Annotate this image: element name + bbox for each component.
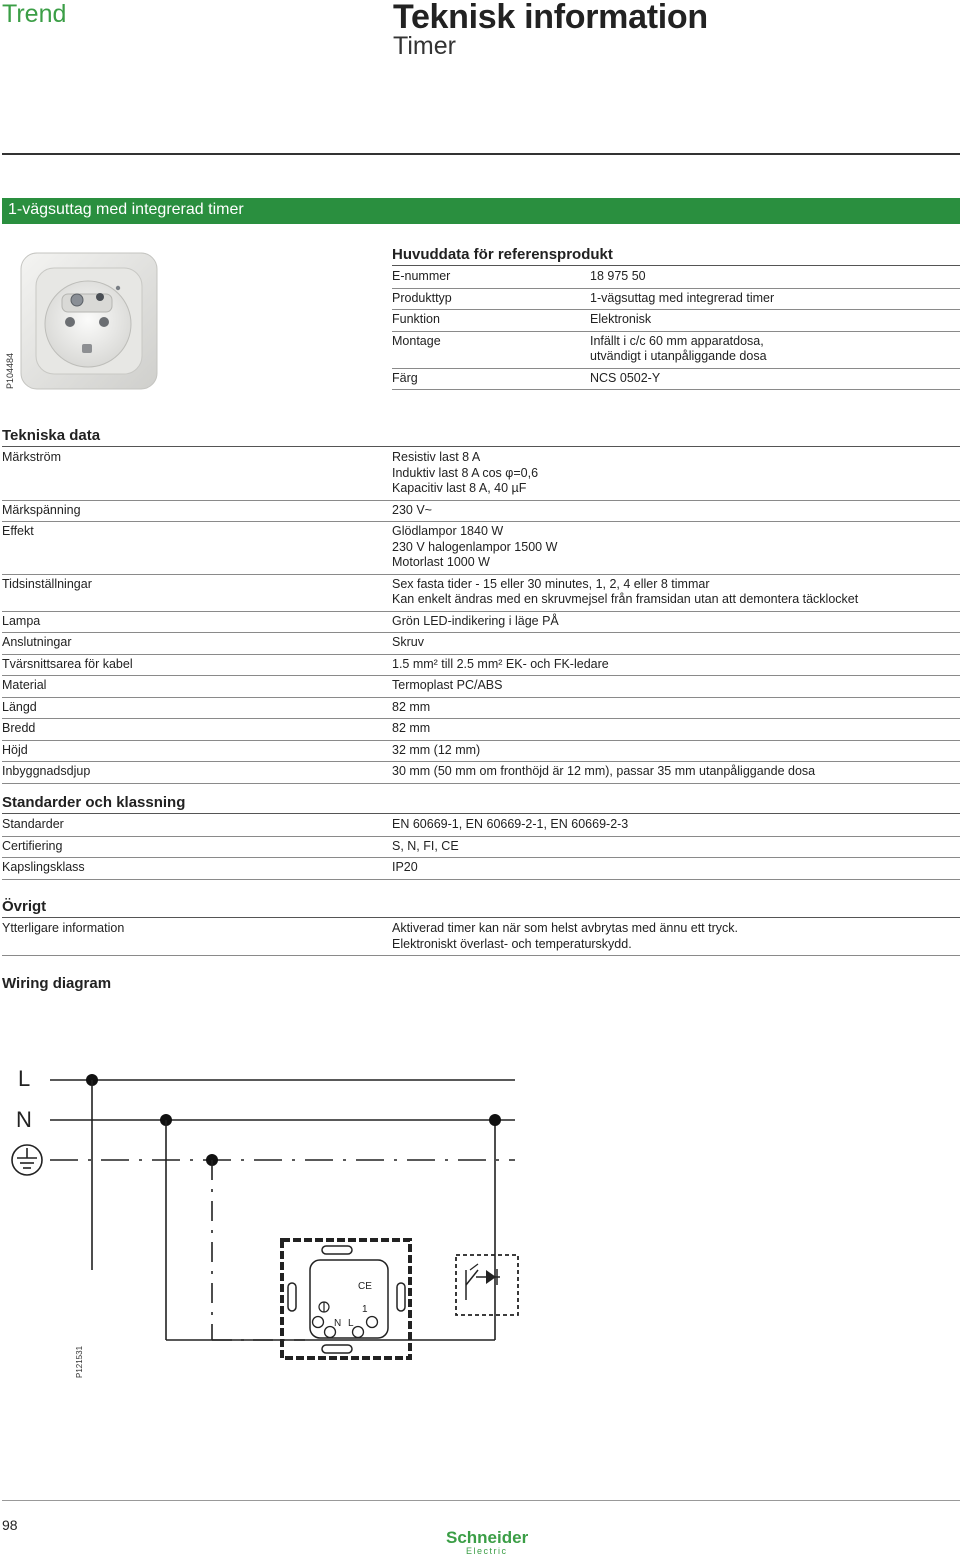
page-subtitle: Timer [393, 32, 456, 60]
row-value: Termoplast PC/ABS [392, 678, 503, 692]
header-divider [2, 153, 960, 155]
page-number: 98 [2, 1517, 18, 1533]
row-label: E-nummer [392, 269, 451, 283]
row-divider [2, 611, 960, 612]
row-label: Tidsinställningar [2, 576, 92, 591]
photo-code: P104484 [5, 352, 15, 389]
row-value: Sex fasta tider - 15 eller 30 minutes, 1, 2, 4 eller 8 timmar [392, 576, 710, 591]
row-value: EN 60669-1, EN 60669-2-1, EN 60669-2-3 [392, 817, 629, 831]
row-divider [2, 879, 960, 880]
reference-heading-rule [392, 265, 960, 266]
row-label: Märkspänning [2, 502, 81, 517]
row-divider [2, 836, 960, 837]
schneider-logo [446, 1528, 536, 1556]
wiring-label-l: L [18, 1066, 31, 1091]
terminal-n-label: N [334, 1318, 342, 1329]
other-heading: Övrigt [2, 898, 47, 915]
row-label: Märkström [2, 450, 62, 464]
row-value: Skruv [392, 635, 424, 649]
wiring-label-n: N [16, 1107, 32, 1132]
row-divider [2, 654, 960, 655]
row-value: 1.5 mm² till 2.5 mm² EK- och FK-ledare [392, 656, 609, 671]
row-value: 82 mm [392, 721, 431, 735]
product-band-title: 1-vägsuttag med integrerad timer [8, 201, 244, 218]
row-divider [2, 500, 960, 501]
row-divider [392, 389, 960, 390]
svg-text:Electric: Electric [466, 1546, 508, 1556]
row-divider [2, 783, 960, 784]
standards-heading-rule [2, 813, 960, 814]
standards-heading: Standarder och klassning [2, 794, 186, 811]
row-divider [2, 761, 960, 762]
row-value: 18 975 50 [590, 269, 646, 283]
row-value: utvändigt i utanpåliggande dosa [590, 349, 767, 363]
technical-heading-rule [2, 446, 960, 447]
row-label: Inbyggnadsdjup [2, 764, 91, 778]
row-value: S, N, FI, CE [392, 838, 459, 853]
footer-divider [2, 1500, 960, 1501]
row-label: Längd [2, 699, 37, 714]
row-value: Elektroniskt överlast- och temperaturskydd. [392, 936, 632, 951]
terminal-1-label: 1 [362, 1304, 368, 1315]
row-label: Färg [392, 370, 418, 385]
row-value: IP20 [392, 860, 418, 874]
row-label: Certifiering [2, 838, 63, 853]
row-label: Material [2, 678, 47, 692]
row-value: 82 mm [392, 699, 431, 714]
row-divider [2, 675, 960, 676]
row-value: Kapacitiv last 8 A, 40 µF [392, 481, 527, 495]
product-band [2, 198, 960, 224]
neutral-junction-right [489, 1114, 501, 1126]
row-label: Effekt [2, 524, 34, 538]
row-divider [2, 632, 960, 633]
row-divider [392, 368, 960, 369]
row-value: Kan enkelt ändras med en skruvmejsel från framsidan utan att demontera täcklocket [392, 592, 859, 606]
row-divider [2, 521, 960, 522]
timer-switch-symbol [456, 1255, 518, 1315]
row-value: Elektronisk [590, 312, 652, 326]
row-value: 230 V halogenlampor 1500 W [392, 539, 558, 554]
row-label: Montage [392, 333, 441, 348]
row-value: Induktiv last 8 A cos φ=0,6 [392, 465, 539, 480]
page-title: Teknisk information [393, 0, 708, 36]
row-divider [2, 857, 960, 858]
row-value: Resistiv last 8 A [392, 450, 481, 464]
row-value: Grön LED-indikering i läge PÅ [392, 613, 559, 628]
diagram-code: P121531 [75, 1345, 84, 1378]
row-label: Kapslingsklass [2, 860, 85, 874]
row-label: Höjd [2, 742, 28, 757]
svg-text:Schneider: Schneider [446, 1528, 529, 1547]
row-divider [392, 288, 960, 289]
brand-label: Trend [2, 0, 67, 28]
terminal-l-label: L [348, 1318, 354, 1329]
row-divider [2, 955, 960, 956]
row-value: 230 V~ [392, 502, 432, 517]
row-label: Ytterligare information [2, 921, 125, 935]
technical-heading: Tekniska data [2, 427, 101, 444]
row-value: 1-vägsuttag med integrerad timer [590, 290, 775, 305]
row-label: Anslutningar [2, 635, 72, 649]
reference-heading: Huvuddata för referensprodukt [392, 246, 613, 263]
row-divider [2, 740, 960, 741]
row-label: Tvärsnittsarea för kabel [2, 656, 133, 671]
row-divider [2, 718, 960, 719]
row-divider [2, 574, 960, 575]
wiring-diagram [0, 1040, 960, 1420]
row-label: Standarder [2, 817, 64, 831]
row-label: Funktion [392, 312, 440, 326]
row-value: Aktiverad timer kan när som helst avbrytas med ännu ett tryck. [392, 921, 738, 935]
product-photo [20, 252, 158, 390]
row-label: Lampa [2, 613, 41, 628]
row-label: Bredd [2, 721, 36, 735]
row-divider [392, 309, 960, 310]
row-value: Infällt i c/c 60 mm apparatdosa, [590, 333, 764, 348]
row-value: NCS 0502-Y [590, 370, 661, 385]
row-divider [2, 697, 960, 698]
ce-mark: CE [358, 1281, 372, 1292]
wiring-heading: Wiring diagram [2, 975, 112, 992]
row-value: 32 mm (12 mm) [392, 742, 481, 757]
row-label: Produkttyp [392, 290, 452, 305]
other-heading-rule [2, 917, 960, 918]
row-value: 30 mm (50 mm om fronthöjd är 12 mm), passar 35 mm utanpåliggande dosa [392, 764, 816, 778]
row-value: Motorlast 1000 W [392, 555, 490, 569]
row-value: Glödlampor 1840 W [392, 524, 504, 538]
row-divider [392, 331, 960, 332]
earth-icon [12, 1145, 42, 1175]
